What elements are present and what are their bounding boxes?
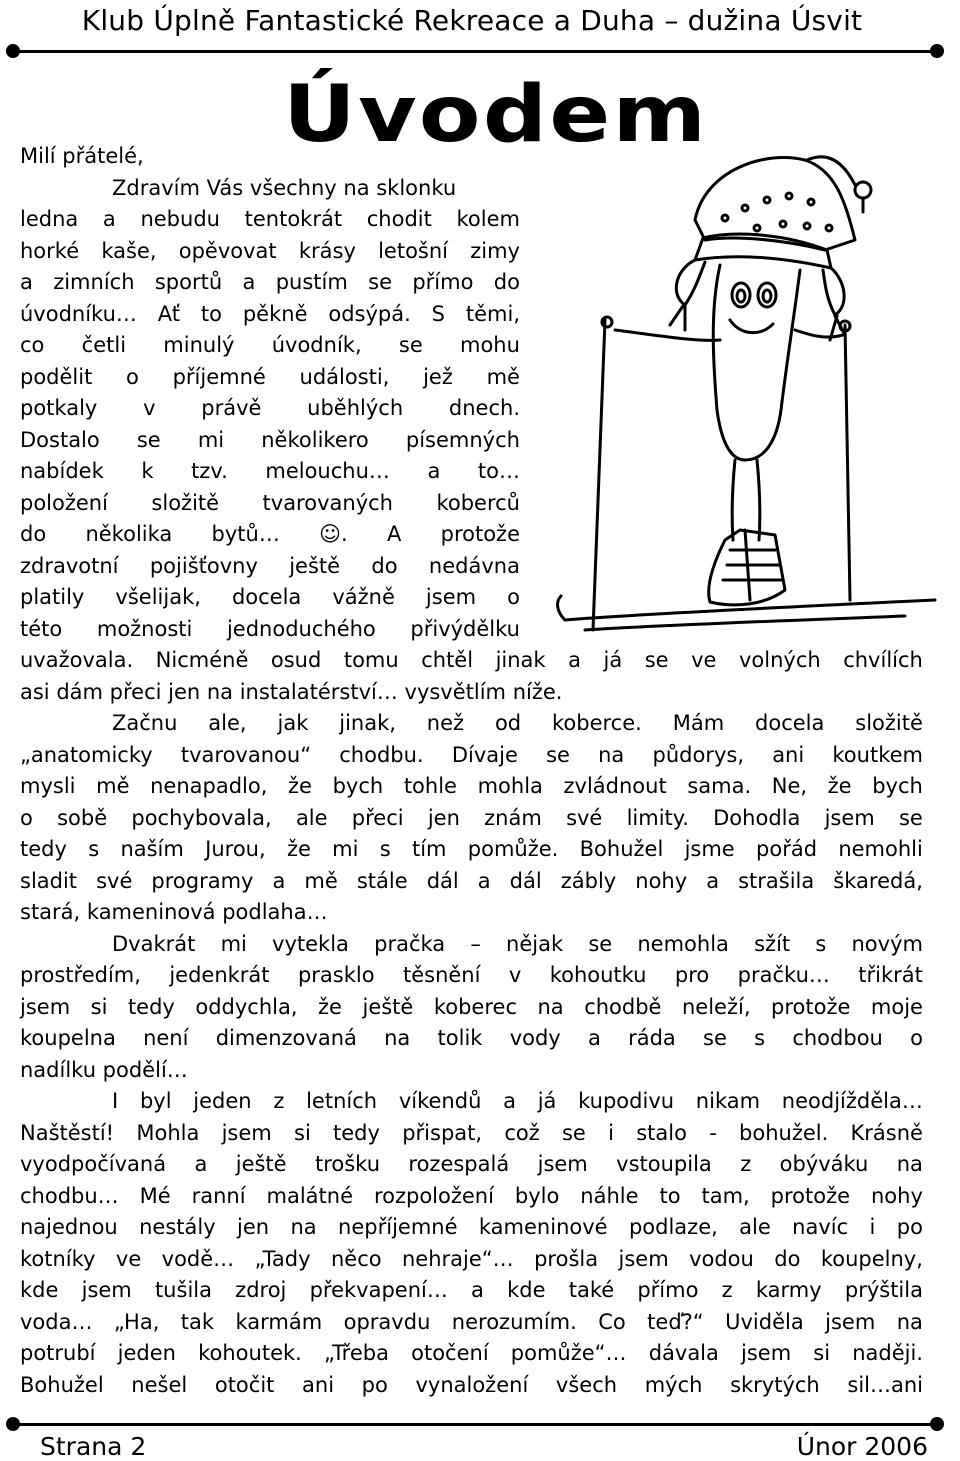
text-line: Bohužel nešel otočit ani po vynaložení všech mých skrytých sil…ani [20,1372,923,1397]
text-line: Zdravím Vás všechny na sklonku [112,175,457,200]
text-line: mysli mě nenapadlo, že bych tohle mohla zvládnout sama. Ne, že bych [20,774,923,798]
text-line: najednou nestály jen na nepříjemné kameninové podlaze, ale navíc i po [20,1215,923,1239]
text-line: „anatomicky tvarovanou“ chodbu. Dívaje se na půdorys, ani koutkem [20,742,923,767]
text-line: Začnu ale, jak jinak, než od koberce. Mám docela složitě [112,711,923,735]
text-line: kotníky ve vodě… „Tady něco nehraje“… prošla jsem vodou do koupelny, [20,1246,923,1271]
page-heading: Úvodem [283,70,709,160]
text-line: asi dám přeci jen na instalatérství… vysvětlím níže. [20,679,563,704]
text-line: potrubí jeden kohoutek. „Třeba otočení pomůže“… dávala jsem si naději. [20,1341,923,1365]
text-line: tedy s naším Jurou, že mi s tím pomůže. Bohužel jsme pořád nemohli [20,837,923,861]
text-line: jsem si tedy oddychla, že ještě koberec na chodbě neleží, protože moje [20,994,923,1019]
text-line: potkaly v právě uběhlých dnech. [20,396,520,420]
text-line: chodbu… Mé ranní malátné rozpoložení bylo náhle to tam, protože nohy [20,1183,923,1208]
text-line: Naštěstí! Mohla jsem si tedy přispat, což se i stalo - bohužel. Krásně [20,1120,923,1145]
text-line: a zimních sportů a pustím se přímo do [20,270,520,294]
header-rule-dot-right [930,44,944,58]
text-line: vyodpočívaná a ještě trošku rozespalá jsem vstoupila z obýváku na [20,1152,923,1176]
text-line: I byl jeden z letních víkendů a já kupodivu nikam neodjížděla… [112,1089,923,1113]
text-line: úvodníku… Ať to pěkně odsýpá. S těmi, [20,301,520,326]
text-line: Milí přátelé, [20,144,144,168]
skier-cartoon-illustration [545,130,955,650]
issue-date: Únor 2006 [796,1432,928,1461]
footer-rule-dot-left [6,1417,20,1431]
text-line: kde jsem tušila zdroj překvapení… a kde také přímo z karmy prýštila [20,1278,923,1302]
text-line: uvažovala. Nicméně osud tomu chtěl jinak a já se ve volných chvílích [20,648,923,672]
text-line: do několika bytů… ☺. A protože [20,522,520,546]
header-rule-dot-left [6,44,20,58]
text-line: platily všelijak, docela vážně jsem o [20,585,520,609]
text-line: Dostalo se mi několikero písemných [20,427,520,452]
text-line: zdravotní pojišťovny ještě do nedávna [20,553,520,578]
text-line: stará, kameninová podlaha… [20,900,328,924]
text-line: o sobě pochybovala, ale přeci jen znám své limity. Dohodla jsem se [20,805,923,830]
text-line: nadílku podělí… [20,1057,188,1082]
text-line: Dvakrát mi vytekla pračka – nějak se nemohla sžít s novým [112,931,923,956]
newsletter-title: Klub Úplně Fantastické Rekreace a Duha – dužina Úsvit [81,4,863,37]
text-line: voda… „Ha, tak karmám opravdu nerozumím. Co teď?“ Uviděla jsem na [20,1309,923,1334]
text-line: ledna a nebudu tentokrát chodit kolem [20,207,520,231]
text-line: horké kaše, opěvovat krásy letošní zimy [20,238,520,263]
footer-rule-dot-right [930,1417,944,1431]
text-line: této možnosti jednoduchého přivýdělku [20,616,520,641]
page-number: Strana 2 [40,1432,147,1461]
text-line: položení složitě tvarovaných koberců [20,490,520,515]
text-line: podělit o příjemné události, jež mě [20,364,520,389]
footer-rule [12,1423,940,1426]
text-line: co četli minulý úvodník, se mohu [20,333,520,357]
text-line: sladit své programy a mě stále dál a dál zábly nohy a strašila škaredá, [20,868,923,893]
header-rule [12,50,940,53]
text-line: prostředím, jedenkrát prasklo těsnění v kohoutku pro pračku… třikrát [20,963,923,987]
text-line: nabídek k tzv. melouchu… a to… [20,459,520,483]
text-line: koupelna není dimenzovaná na tolik vody a ráda se s chodbou o [20,1026,923,1050]
